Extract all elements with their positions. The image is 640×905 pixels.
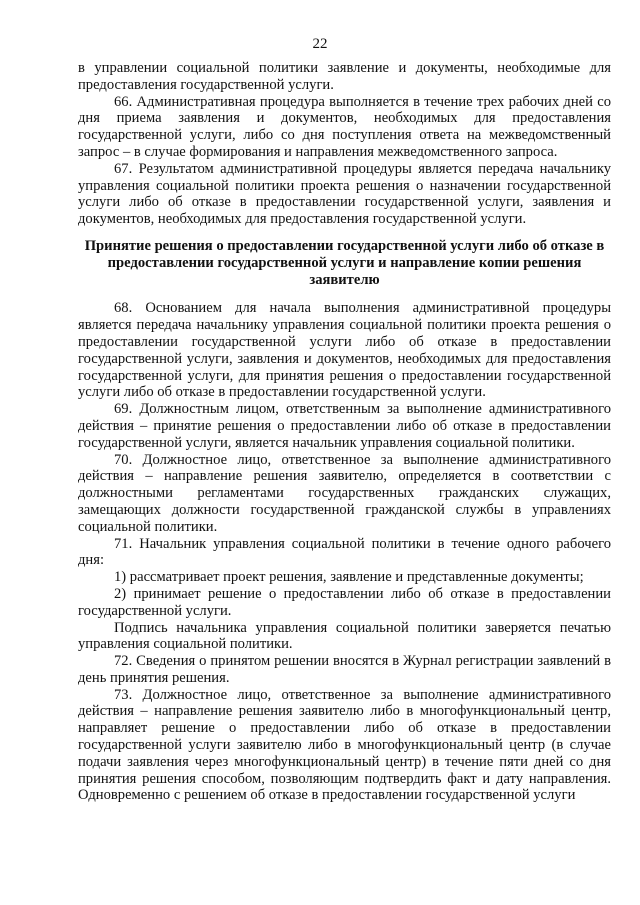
page-number: 22 [312, 36, 328, 52]
paragraph-continuation: в управлении социальной политики заявление и документы, необходимые для предоставления государственной услуги. [78, 60, 611, 93]
paragraph-66: 66. Административная процедура выполняется в течение трех рабочих дней со дня приема заявления и документов, необходимых для предоставления государственной услуги, либо со дня поступления ответа на межведомственный запрос – в случае формирования и направления межведомственного запроса. [78, 93, 611, 160]
paragraph-67: 67. Результатом административной процедуры является передача начальнику управления социальной политики проекта решения о назначении государственной услуги либо об отказе в предоставлении государственной услуги, заявления и документов, необходимых для предоставления государственной услуги. [78, 160, 611, 228]
section-heading: Принятие решения о предоставлении государственной услуги либо об отказе в предоставлении государственной услуги и направление копии решения заявителю [84, 237, 605, 288]
paragraph-70: 70. Должностное лицо, ответственное за выполнение административного действия – направление решения заявителю, определяется в соответствии с должностными регламентами государственных гражданских служащих, замещающих должности государственной гражданской службы в управлениях социальной политики. [78, 451, 611, 535]
paragraph-73: 73. Должностное лицо, ответственное за выполнение административного действия – направление решения заявителю либо в многофункциональный центр, направляет решение о предоставлении либо об отказе в предоставлении государственной услуги заявителю либо в многофункциональный центр (в случае подачи заявления через многофункциональный центр) в течение пяти дней со дня принятия решения способом, позволяющим подтвердить факт и дату направления. Одновременно с решением об отказе в предоставлении государственной услуги [78, 686, 611, 804]
paragraph-68: 68. Основанием для начала выполнения административной процедуры является передача начальнику управления социальной политики проекта решения о предоставлении государственной услуги либо об отказе в предоставлении государственной услуги, заявления и документов, необходимых для предоставления государственной услуги, для принятия решения о предоставлении государственной услуги либо об отказе в предоставлении государственной услуги. [78, 300, 611, 401]
paragraph-signature: Подпись начальника управления социальной политики заверяется печатью управления социальной политики. [78, 619, 611, 653]
paragraph-69: 69. Должностным лицом, ответственным за выполнение административного действия – принятие решения о предоставлении либо об отказе в предоставлении государственной услуги, является начальник управления социальной политики. [78, 401, 611, 451]
paragraph-71: 71. Начальник управления социальной политики в течение одного рабочего дня: [78, 535, 611, 569]
paragraph-71-item-2: 2) принимает решение о предоставлении либо об отказе в предоставлении государственной услуги. [78, 585, 611, 619]
document-body [78, 60, 611, 804]
paragraph-71-item-1: 1) рассматривает проект решения, заявление и представленные документы; [114, 569, 584, 586]
paragraph-72: 72. Сведения о принятом решении вносятся в Журнал регистрации заявлений в день принятия решения. [78, 653, 611, 686]
